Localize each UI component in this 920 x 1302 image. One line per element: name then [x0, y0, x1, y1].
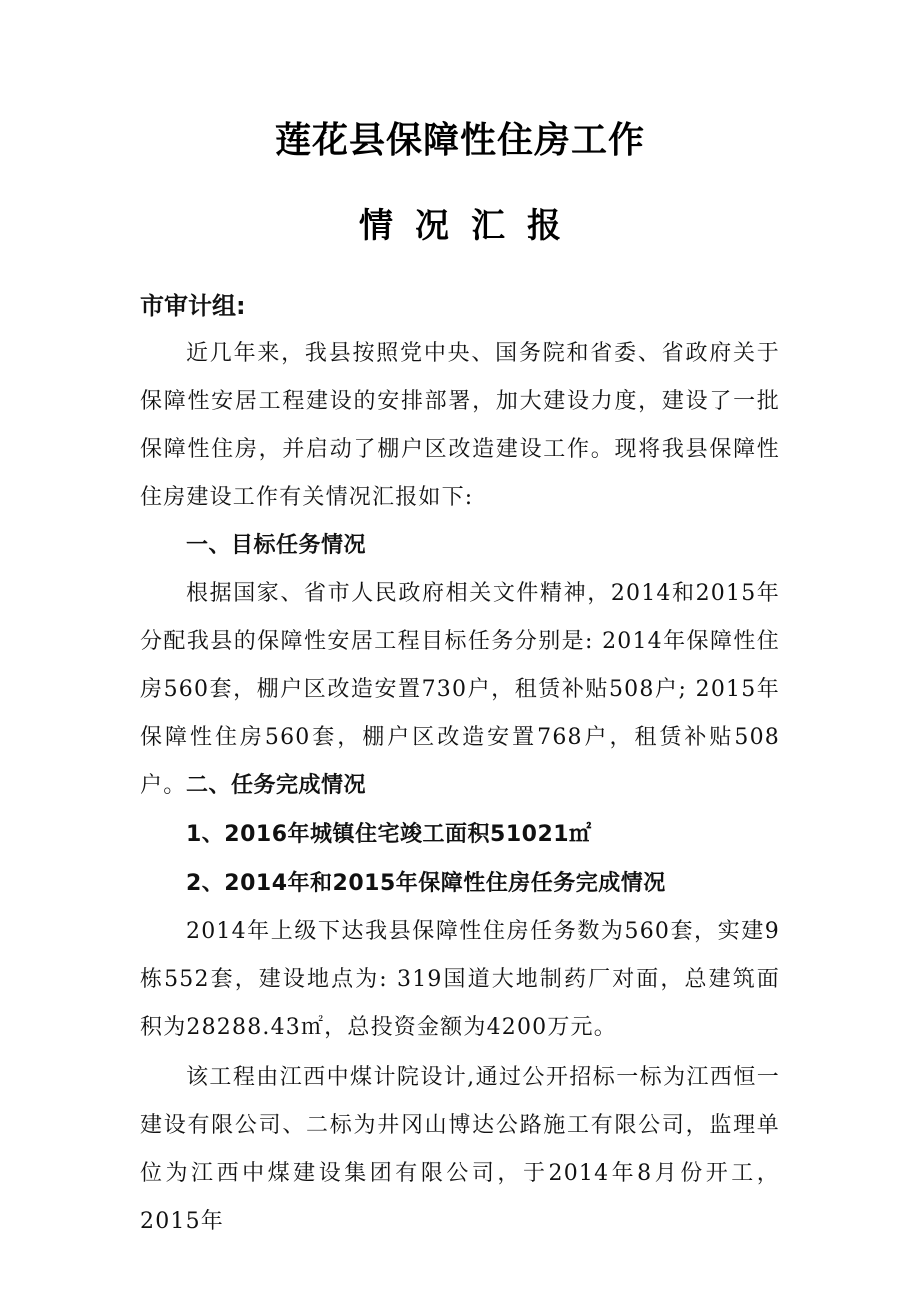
intro-paragraph: 近几年来，我县按照党中央、国务院和省委、省政府关于保障性安居工程建设的安排部署，加大建设力度，建设了一批保障性住房，并启动了棚户区改造建设工作。现将我县保障性住房建设工作有关情况汇报如下:	[140, 341, 780, 510]
subsection-2-paragraph: 2014年上级下达我县保障性住房任务数为560套，实建9栋552套，建设地点为: 319国道大地制药厂对面，总建筑面积为28288.43㎡，总投资金额为4200万元。	[140, 919, 780, 1040]
intro-block	[140, 330, 780, 522]
subsection-2-block	[140, 908, 780, 1052]
subsection-2-block-2	[140, 1054, 780, 1246]
subsection-2-paragraph-2: 该工程由江西中煤计院设计,通过公开招标一标为江西恒一建设有限公司、二标为井冈山博达公路施工有限公司，监理单位为江西中煤建设集团有限公司，于2014年8月份开工，2015年	[140, 1065, 780, 1234]
document-title: 莲花县保障性住房工作	[274, 120, 645, 161]
section-1-heading: 一、目标任务情况	[186, 533, 367, 558]
section-1-paragraph: 根据国家、省市人民政府相关文件精神，2014和2015年分配我县的保障性安居工程目标任务分别是: 2014年保障性住房560套，棚户区改造安置730户，租赁补贴508户; 2015年保障性住房560套，棚户区改造安置768户，租赁补贴508户。	[140, 581, 780, 798]
salutation: 市审计组:	[140, 292, 246, 320]
subsection-1-heading: 1、2016年城镇住宅竣工面积51021㎡	[186, 822, 592, 847]
subsection-2-heading: 2、2014年和2015年保障性住房任务完成情况	[186, 871, 666, 896]
section-2-heading: 二、任务完成情况	[186, 773, 367, 798]
document-subtitle: 情况汇报	[359, 206, 583, 246]
